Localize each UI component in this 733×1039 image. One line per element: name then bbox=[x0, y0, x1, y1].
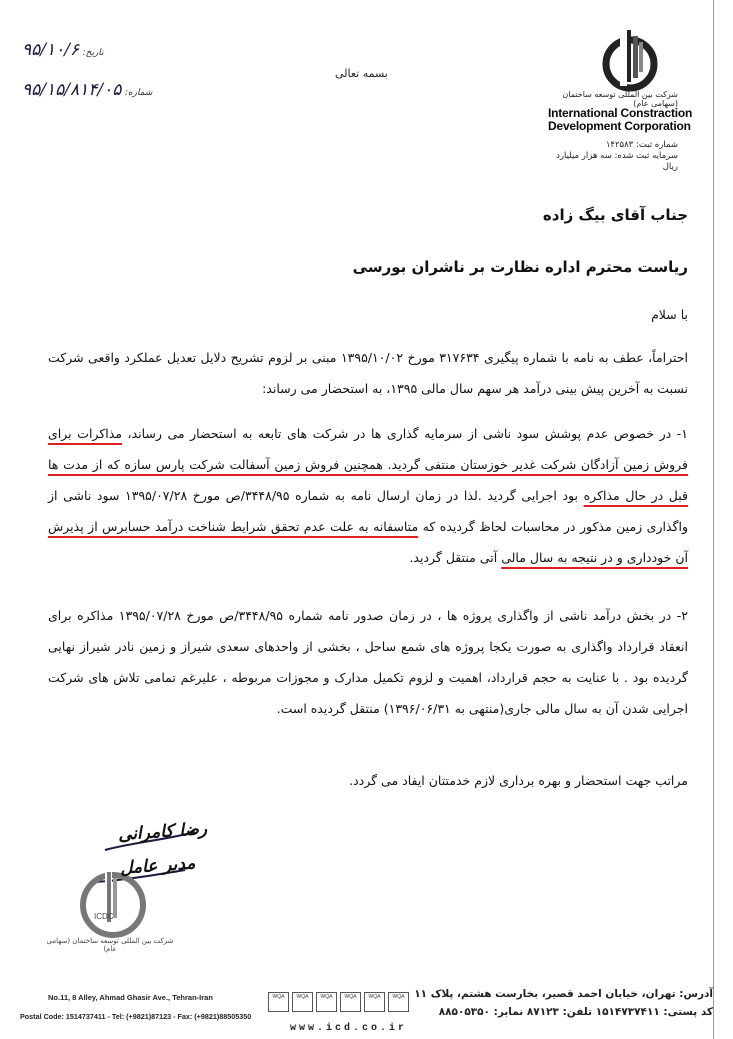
footer-contact-fa: کد پستی: ۱۵۱۴۷۳۷۴۱۱ تلفن: ۸۷۱۲۳ نمابر: ۸۸۵۰۵۳۵۰ bbox=[438, 1006, 713, 1018]
company-logo-icon bbox=[575, 22, 675, 92]
number-line bbox=[22, 80, 152, 100]
intro-paragraph: احتراماً، عطف به نامه با شماره پیگیری ۳۱۷۶۳۴ مورخ ۱۳۹۵/۱۰/۰۲ مبنی بر لزوم تشریح دلایل تعدیل عملکرد واقعی شرکت نسبت به آخرین پیش بینی درآمد هر سهم سال مالی ۱۳۹۵، به استحضار می رساند: bbox=[48, 350, 688, 396]
addressee-title: ریاست محترم اداره نظارت بر ناشران بورسی bbox=[352, 258, 688, 276]
item-2-number: ۲- bbox=[676, 608, 688, 623]
item-1-text-b: بود اجرایی گردید .لذا در زمان ارسال نامه به شماره ۳۴۴۸/۹۵/ص مورخ ۱۳۹۵/۰۷/۲۸ سود ناشی از واگذاری زمین مذکور در محاسبات لحاظ گردیده که bbox=[48, 488, 688, 534]
item-2-paragraph bbox=[48, 600, 688, 724]
reg-capital: سرمایه ثبت شده: سه هزار میلیارد ریال bbox=[556, 151, 678, 172]
basmala: بسمه تعالی bbox=[335, 67, 388, 80]
cert-badge-icon: WQA bbox=[364, 992, 385, 1012]
signatory-title: مدیر عامل bbox=[119, 853, 196, 879]
closing-line: مراتب جهت استحضار و بهره برداری لازم خدمتتان ایفاد می گردد. bbox=[349, 773, 688, 788]
footer-address-en: No.11, 8 Alley, Ahmad Ghasir Ave., Tehran-Iran bbox=[48, 993, 213, 1002]
item-1-underlined-a: مذاکرات برای فروش زمین آزادگان شرکت غدیر خوزستان منتفی گردید. همچنین فروش زمین آسفالت شرکت پارس سازه که از مدت ها قبل در حال مذاکره bbox=[48, 426, 689, 503]
date-line bbox=[22, 40, 104, 60]
cert-badge-icon: WQA bbox=[292, 992, 313, 1012]
addressee-name: جناب آقای بیگ زاده bbox=[542, 206, 688, 224]
cert-badge-icon: WQA bbox=[316, 992, 337, 1012]
logo-en-line1: International Constraction bbox=[548, 106, 693, 120]
footer-contact-en: Postal Code: 1514737411 - Tel: (+9821)87123 - Fax: (+9821)88505350 bbox=[20, 1012, 252, 1021]
item-1-text-a: در خصوص عدم پوشش سود ناشی از سرمایه گذاری ها در شرکت های تابعه به استحضار می رساند، bbox=[122, 426, 672, 441]
number-label: شماره: bbox=[124, 88, 153, 98]
date-value: ۹۵/۱۰/۶ bbox=[22, 40, 80, 60]
page-edge-line bbox=[713, 0, 714, 1039]
cert-badge-icon: WQA bbox=[268, 992, 289, 1012]
logo-fa-name: شرکت بین المللی توسعه ساختمان (سهامی عام) bbox=[562, 90, 678, 108]
reg-number: شماره ثبت: ۱۴۲۵۸۳ bbox=[605, 140, 678, 150]
item-1-underlined-b: متاسفانه به علت عدم تحقق شرایط شناخت درآمد حسابرس از پذیرش آن خودداری و در نتیجه به سال مالی bbox=[48, 519, 688, 565]
cert-badge-icon: WQA bbox=[388, 992, 409, 1012]
certification-badges bbox=[268, 992, 409, 1012]
logo-registration bbox=[548, 140, 678, 173]
logo-en-name bbox=[548, 107, 692, 133]
item-2-text: در بخش درآمد ناشی از واگذاری پروژه ها ، در زمان صدور نامه شماره ۳۴۴۸/۹۵/ص مورخ ۱۳۹۵/۰۷/۲۸ مذاکره برای انعقاد قرارداد واگذاری به صورت یکجا پروژه های شمع ساحل ، بخشی از واحدهای سعدی شیراز و زمین نادر شیراز نهایی گردیده بود . با عنایت به حجم قرارداد، اهمیت و لزوم تکمیل مدارک و مجوزات مربوطه ، علیرغم تمامی تلاش های شرکت اجرایی شدن آن به سال مالی جاری(منتهی به ۱۳۹۶/۰۶/۳۱) منتقل گردیده است. bbox=[48, 608, 688, 716]
footer-address-fa: آدرس: تهران، خیابان احمد قصیر، بخارست هشتم، پلاک ۱۱ bbox=[414, 988, 713, 1000]
greeting: با سلام bbox=[651, 307, 688, 322]
item-1-paragraph bbox=[48, 418, 688, 573]
item-1-number: ۱- bbox=[676, 426, 688, 441]
stamp-abbr: ICDC bbox=[94, 912, 114, 921]
stamp-text: شرکت بین المللی توسعه ساختمان (سهامی عام) bbox=[46, 937, 174, 953]
footer-website-link[interactable]: www.icd.co.ir bbox=[290, 1023, 408, 1034]
number-value: ۹۵/۱۵/۸۱۴/۰۵ bbox=[22, 80, 122, 100]
item-1-text-c: آتی منتقل گردید. bbox=[409, 550, 498, 565]
signatory-name: رضا کامرانی bbox=[117, 818, 208, 846]
logo-en-line2: Development Corporation bbox=[548, 119, 691, 133]
date-label: تاریخ: bbox=[82, 48, 104, 58]
cert-badge-icon: WQA bbox=[340, 992, 361, 1012]
